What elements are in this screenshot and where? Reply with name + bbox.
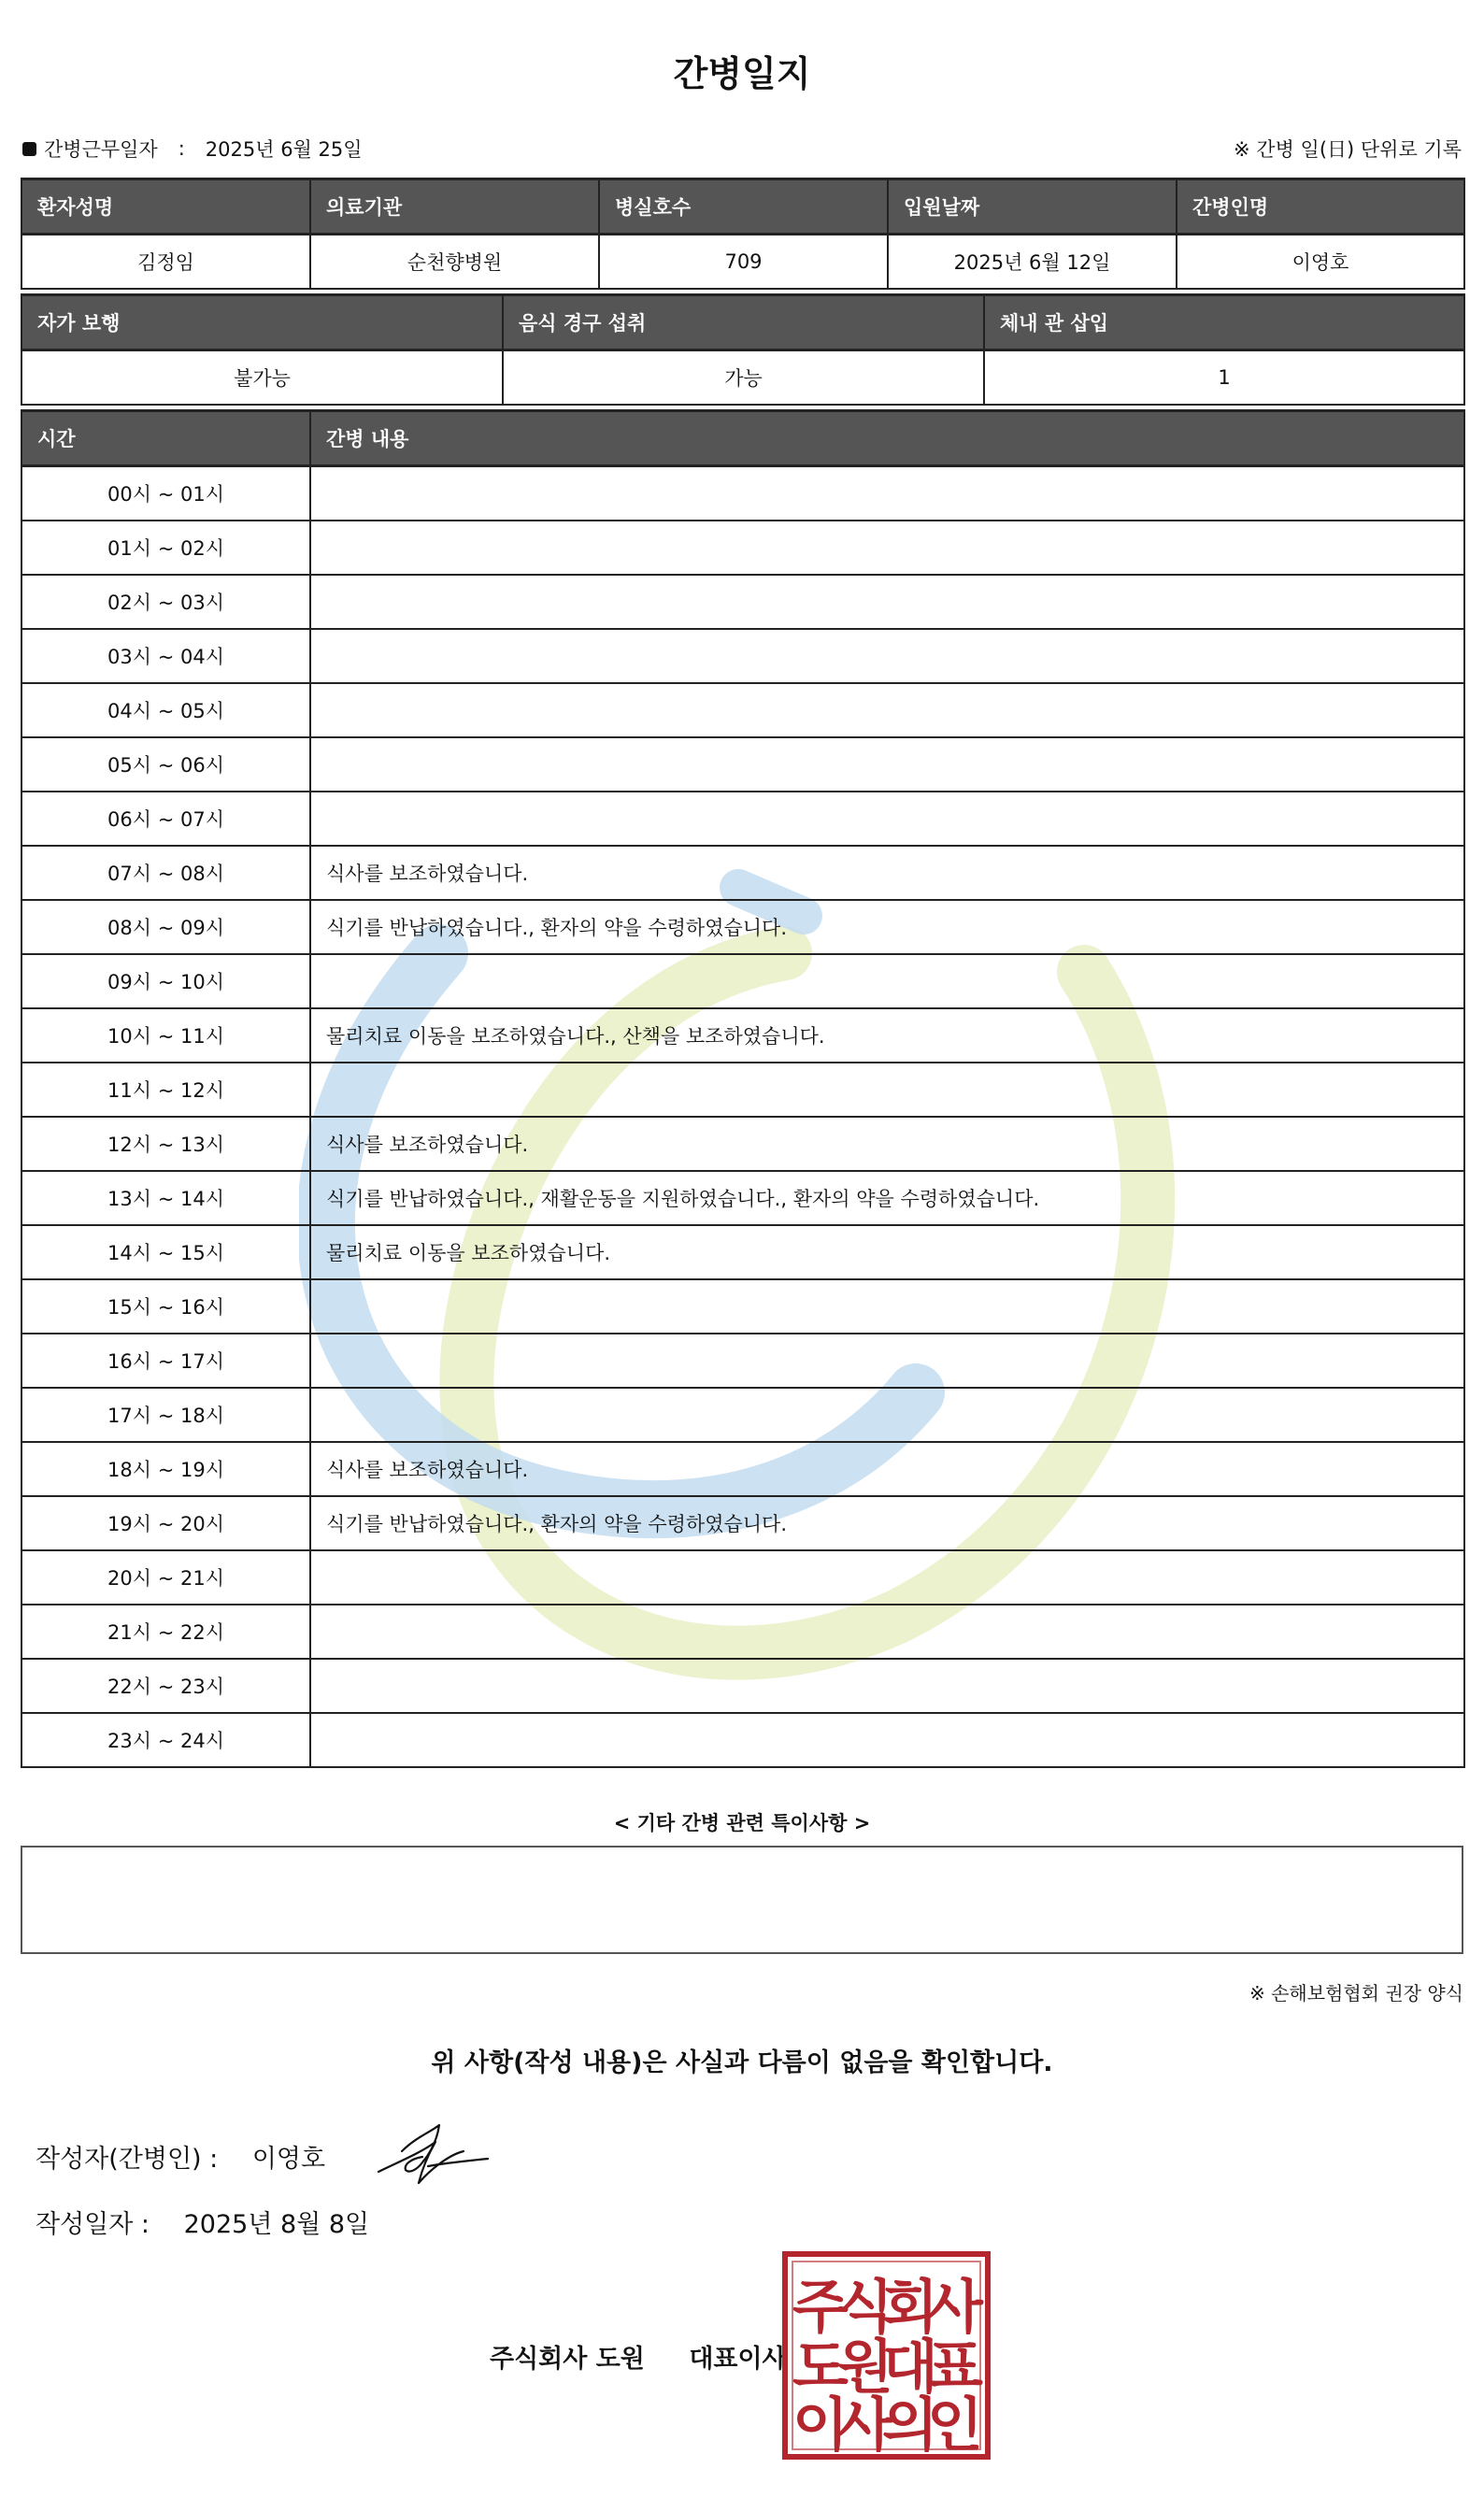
author-name: 이영호 — [251, 2145, 326, 2174]
care-note: 식기를 반납하였습니다., 환자의 약을 수령하였습니다. — [310, 1496, 1464, 1550]
care-note — [310, 1550, 1464, 1605]
table-row — [21, 1550, 1464, 1605]
care-note — [310, 1279, 1464, 1334]
time-slot: 21시 ~ 22시 — [21, 1605, 310, 1659]
author-date: 2025년 8월 8일 — [183, 2210, 370, 2239]
table-row — [21, 1713, 1464, 1767]
care-note — [310, 521, 1464, 575]
table-row — [21, 683, 1464, 737]
time-slot: 08시 ~ 09시 — [21, 900, 310, 954]
care-note — [310, 1659, 1464, 1713]
table-row — [21, 737, 1464, 792]
care-note — [310, 575, 1464, 629]
condition-table — [21, 293, 1465, 406]
room-number: 709 — [599, 235, 888, 290]
company-signature — [490, 2338, 787, 2375]
table-row — [21, 1008, 1464, 1063]
author-label: 작성자(간병인) : — [36, 2145, 219, 2174]
confirmation-statement: 위 사항(작성 내용)은 사실과 다름이 없음을 확인합니다. — [431, 2048, 1053, 2077]
care-note: 식사를 보조하였습니다. — [310, 846, 1464, 900]
care-note: 식사를 보조하였습니다. — [310, 1117, 1464, 1171]
svg-text:이: 이 — [792, 2390, 849, 2459]
svg-text:대: 대 — [882, 2333, 938, 2401]
author-row — [36, 2138, 325, 2175]
self-walking: 불가능 — [21, 350, 503, 406]
header-patient-name: 환자성명 — [21, 179, 310, 235]
care-note: 식기를 반납하였습니다., 환자의 약을 수령하였습니다. — [310, 900, 1464, 954]
header-self-walking: 자가 보행 — [21, 295, 503, 350]
table-row — [21, 900, 1464, 954]
header-tube-insertion: 체내 관 삽입 — [984, 295, 1464, 350]
svg-text:원: 원 — [837, 2333, 893, 2401]
time-slot: 05시 ~ 06시 — [21, 737, 310, 792]
notes-box — [21, 1846, 1463, 1954]
oral-intake: 가능 — [503, 350, 984, 406]
document-title: 간병일지 — [673, 53, 811, 94]
time-slot: 11시 ~ 12시 — [21, 1063, 310, 1117]
table-row — [21, 466, 1464, 521]
patient-info-table — [21, 178, 1465, 290]
table-row — [21, 1171, 1464, 1225]
care-note — [310, 629, 1464, 683]
work-date-separator: : — [178, 137, 185, 160]
table-row — [21, 954, 1464, 1008]
work-date — [22, 135, 363, 163]
header-oral-intake: 음식 경구 섭취 — [503, 295, 984, 350]
company-name: 주식회사 도원 — [490, 2345, 645, 2374]
time-slot: 12시 ~ 13시 — [21, 1117, 310, 1171]
table-row — [21, 1496, 1464, 1550]
care-note — [310, 1388, 1464, 1442]
time-slot: 17시 ~ 18시 — [21, 1388, 310, 1442]
recommended-form-note: ※ 손해보험협회 권장 양식 — [1249, 1982, 1463, 2005]
svg-text:인: 인 — [927, 2390, 983, 2459]
care-note: 식사를 보조하였습니다. — [310, 1442, 1464, 1496]
care-note — [310, 466, 1464, 521]
svg-text:사: 사 — [927, 2273, 983, 2341]
svg-text:표: 표 — [927, 2333, 983, 2401]
care-note: 식기를 반납하였습니다., 재활운동을 지원하였습니다., 환자의 약을 수령하였습니다. — [310, 1171, 1464, 1225]
care-note: 물리치료 이동을 보조하였습니다., 산책을 보조하였습니다. — [310, 1008, 1464, 1063]
table-row — [21, 1063, 1464, 1117]
author-date-label: 작성일자 : — [36, 2210, 150, 2239]
time-slot: 15시 ~ 16시 — [21, 1279, 310, 1334]
header-caregiver-name: 간병인명 — [1177, 179, 1464, 235]
table-row — [21, 1388, 1464, 1442]
time-slot: 07시 ~ 08시 — [21, 846, 310, 900]
time-slot: 09시 ~ 10시 — [21, 954, 310, 1008]
time-slot: 02시 ~ 03시 — [21, 575, 310, 629]
table-row — [21, 521, 1464, 575]
svg-text:식: 식 — [837, 2273, 893, 2341]
handwritten-signature-icon — [374, 2114, 491, 2193]
table-row — [21, 792, 1464, 846]
svg-text:의: 의 — [882, 2390, 938, 2459]
table-row — [21, 575, 1464, 629]
company-representative: 대표이사 — [689, 2345, 787, 2374]
time-slot: 01시 ~ 02시 — [21, 521, 310, 575]
notes-title: < 기타 간병 관련 특이사항 > — [613, 1812, 871, 1834]
time-slot: 06시 ~ 07시 — [21, 792, 310, 846]
care-note — [310, 792, 1464, 846]
header-care-content: 간병 내용 — [310, 411, 1464, 466]
table-row — [21, 629, 1464, 683]
time-slot: 16시 ~ 17시 — [21, 1334, 310, 1388]
table-row — [21, 1117, 1464, 1171]
work-date-label: 간병근무일자 — [44, 138, 158, 161]
care-note — [310, 737, 1464, 792]
time-slot: 23시 ~ 24시 — [21, 1713, 310, 1767]
work-date-value: 2025년 6월 25일 — [205, 138, 363, 161]
hospital: 순천향병원 — [310, 235, 599, 290]
bullet-square-icon — [22, 142, 36, 156]
care-note — [310, 1334, 1464, 1388]
caregiver-name: 이영호 — [1177, 235, 1464, 290]
care-note: 물리치료 이동을 보조하였습니다. — [310, 1225, 1464, 1279]
time-slot: 10시 ~ 11시 — [21, 1008, 310, 1063]
care-note — [310, 1605, 1464, 1659]
time-slot: 22시 ~ 23시 — [21, 1659, 310, 1713]
time-slot: 00시 ~ 01시 — [21, 466, 310, 521]
care-note — [310, 954, 1464, 1008]
time-slot: 20시 ~ 21시 — [21, 1550, 310, 1605]
time-slot: 04시 ~ 05시 — [21, 683, 310, 737]
table-row — [21, 1442, 1464, 1496]
tube-insertion: 1 — [984, 350, 1464, 406]
header-time: 시간 — [21, 411, 310, 466]
time-slot: 14시 ~ 15시 — [21, 1225, 310, 1279]
author-date-row — [36, 2204, 369, 2240]
table-row — [21, 1279, 1464, 1334]
table-row — [21, 846, 1464, 900]
svg-text:사: 사 — [837, 2390, 893, 2459]
patient-name: 김정임 — [21, 235, 310, 290]
header-room-number: 병실호수 — [599, 179, 888, 235]
daily-record-note: ※ 간병 일(日) 단위로 기록 — [1234, 138, 1462, 161]
svg-text:주: 주 — [792, 2273, 849, 2341]
table-row — [21, 1605, 1464, 1659]
header-admission-date: 입원날짜 — [888, 179, 1177, 235]
table-row — [21, 1334, 1464, 1388]
svg-text:도: 도 — [792, 2333, 849, 2401]
care-note — [310, 683, 1464, 737]
admission-date: 2025년 6월 12일 — [888, 235, 1177, 290]
header-hospital: 의료기관 — [310, 179, 599, 235]
time-slot: 03시 ~ 04시 — [21, 629, 310, 683]
time-slot: 19시 ~ 20시 — [21, 1496, 310, 1550]
care-note — [310, 1063, 1464, 1117]
care-log-table — [21, 409, 1465, 1768]
svg-text:회: 회 — [882, 2273, 938, 2341]
time-slot: 18시 ~ 19시 — [21, 1442, 310, 1496]
company-seal-icon — [781, 2250, 992, 2461]
time-slot: 13시 ~ 14시 — [21, 1171, 310, 1225]
table-row — [21, 1659, 1464, 1713]
care-note — [310, 1713, 1464, 1767]
table-row — [21, 1225, 1464, 1279]
